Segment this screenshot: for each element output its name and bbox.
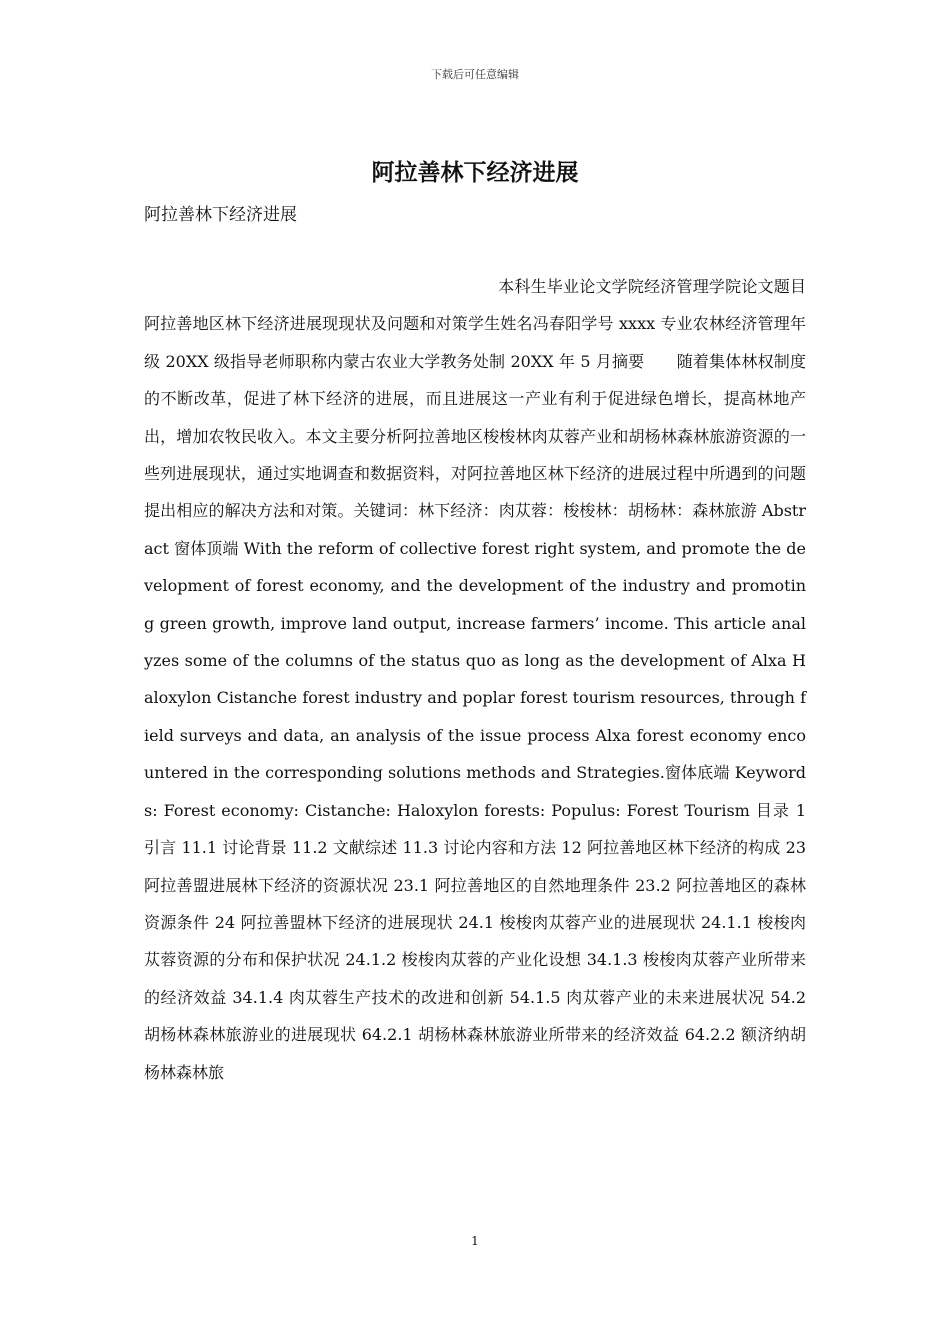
document-title: 阿拉善林下经济进展 — [371, 159, 579, 186]
page-number: 1 — [471, 1234, 479, 1248]
document-subtitle: 阿拉善林下经济进展 — [144, 205, 297, 225]
page-header: 下载后可任意编辑 — [431, 68, 519, 81]
body-text: 本科生毕业论文学院经济管理学院论文题目阿拉善地区林下经济进展现现状及问题和对策学生姓名冯春阳学号 xxxx 专业农林经济管理年级 20XX 级指导老师职称内蒙古农业大学教务处制 20XX 年 5 月摘要 随着集体林权制度的不断改革，促进了林下经济的进展，而且进展这一产业有利于促进绿色增长，提高林地产出，增加农牧民收入。本文主要分析阿拉善地区梭梭林肉苁蓉产业和胡杨林森林旅游资源的一些列进展现状，通过实地调查和数据资料，对阿拉善地区林下经济的进展过程中所遇到的问题提出相应的解决方法和对策。关键词：林下经济：肉苁蓉：梭梭林：胡杨林：森林旅游 Abstract 窗体顶端 With the reform of collective forest right system, and promote the development of forest economy, and the development of the industry and promoting green growth, improve land output, increase farmers’ income. This article analyzes some of the columns of the status quo as long as the development of Alxa Haloxylon Cistanche forest industry and poplar forest tourism resources, through field surveys and data, an analysis of the issue process Alxa forest economy encountered in the corresponding solutions methods and Strategies.窗体底端 Keywords: Forest economy: Cistanche: Haloxylon forests: Populus: Forest Tourism 目录 1 引言 11.1 讨论背景 11.2 文献综述 11.3 讨论内容和方法 12 阿拉善地区林下经济的构成 23 阿拉善盟进展林下经济的资源状况 23.1 阿拉善地区的自然地理条件 23.2 阿拉善地区的森林资源条件 24 阿拉善盟林下经济的进展现状 24.1 梭梭肉苁蓉产业的进展现状 24.1.1 梭梭肉苁蓉资源的分布和保护状况 24.1.2 梭梭肉苁蓉的产业化设想 34.1.3 梭梭肉苁蓉产业所带来的经济效益 34.1.4 肉苁蓉生产技术的改进和创新 54.1.5 肉苁蓉产业的未来进展状况 54.2 胡杨林森林旅游业的进展现状 64.2.1 胡杨林森林旅游业所带来的经济效益 64.2.2 额济纳胡杨林森林旅 — [144, 277, 806, 1082]
body-paragraph — [144, 268, 806, 1091]
